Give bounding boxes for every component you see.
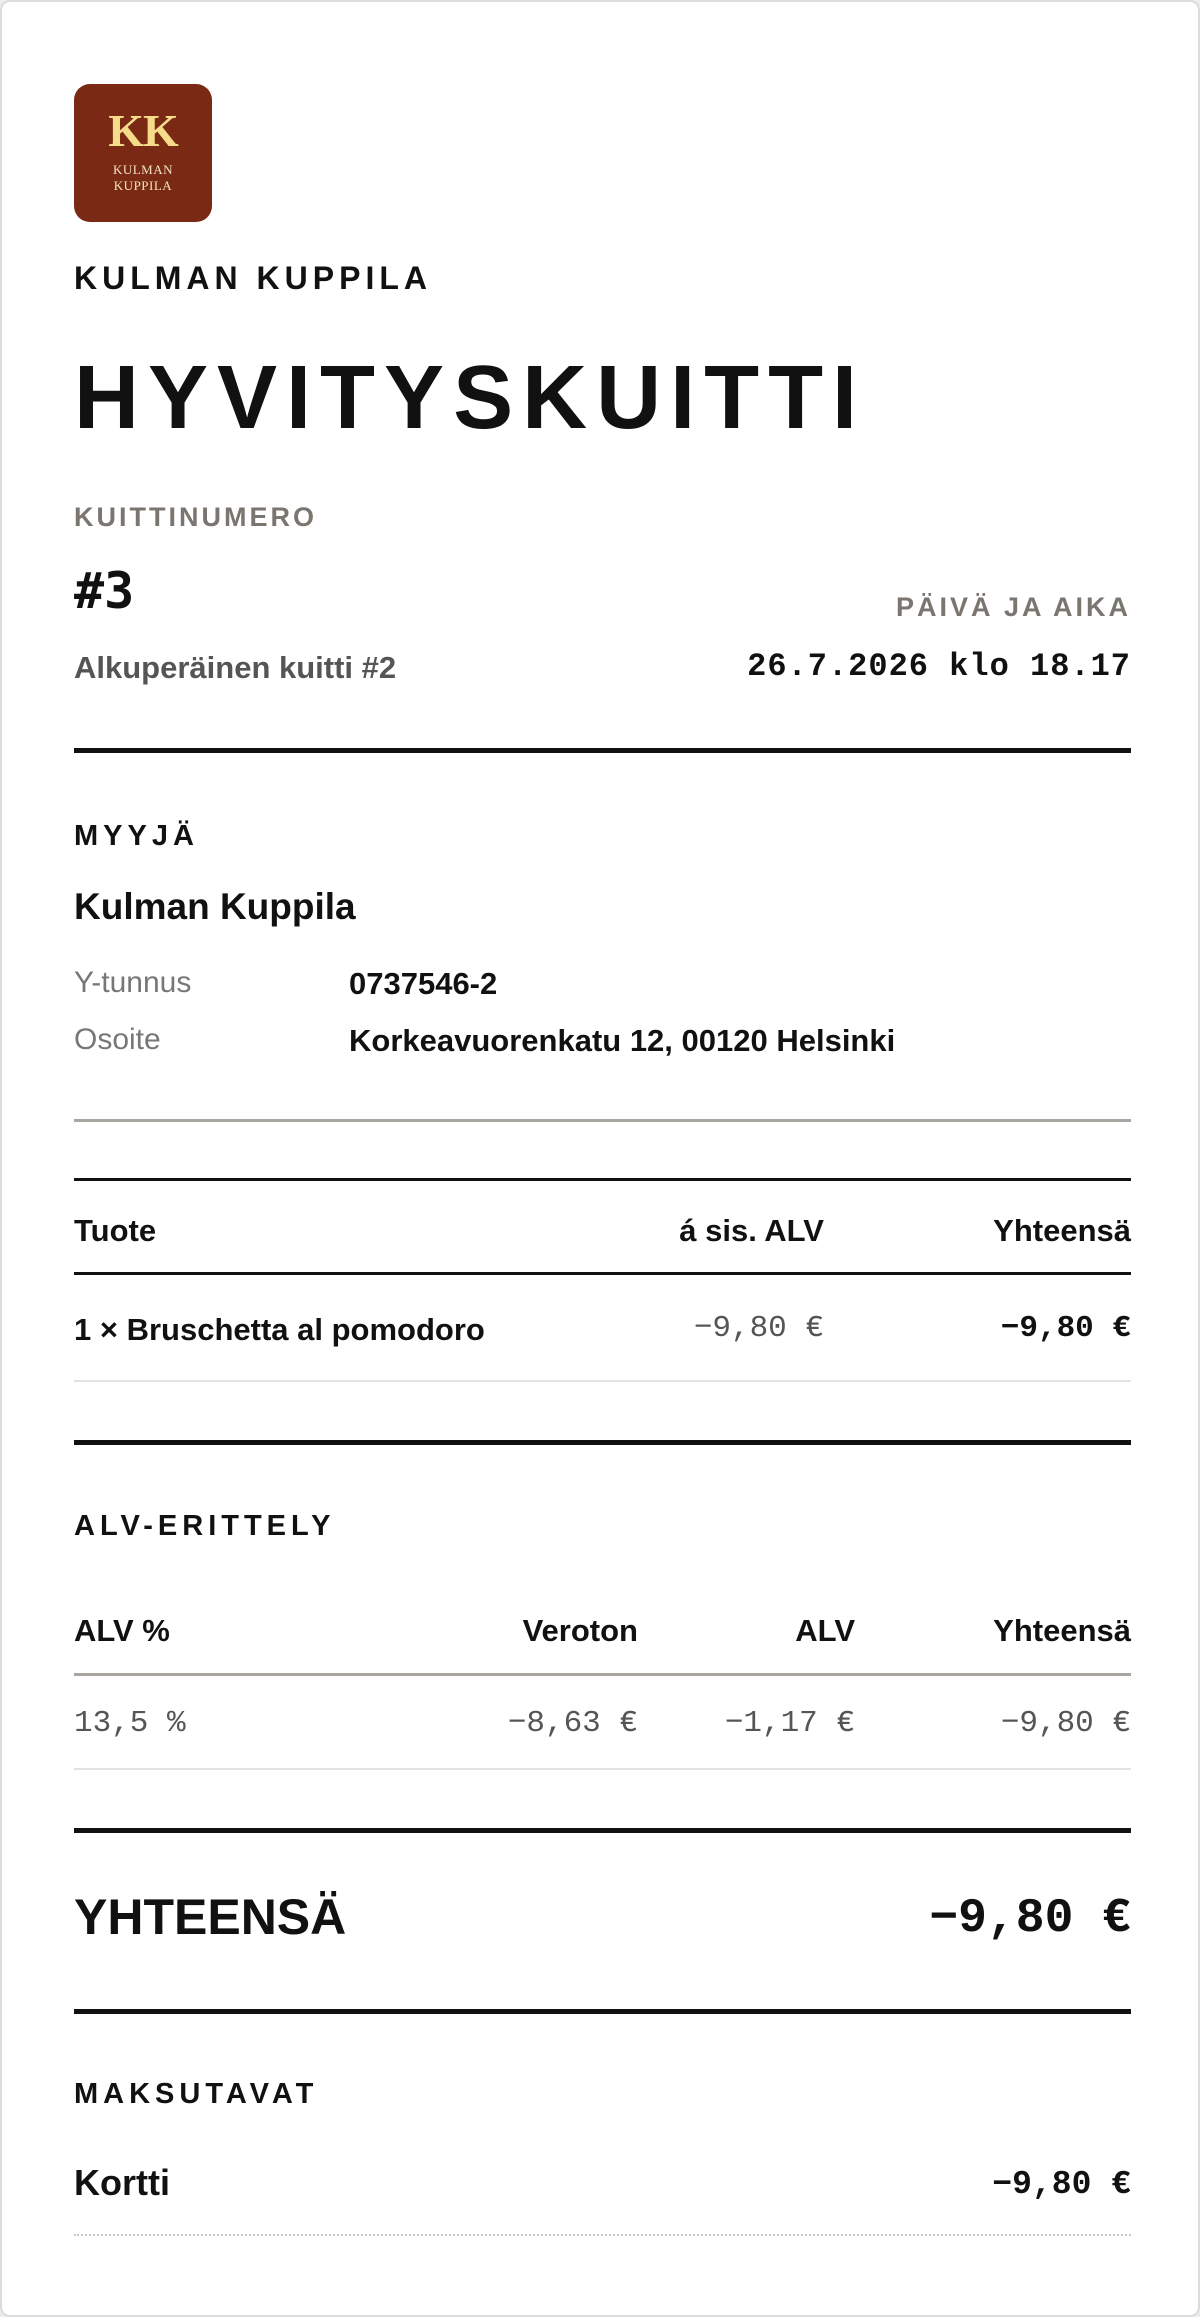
vat-header-total: Yhteensä <box>993 1613 1131 1648</box>
divider <box>74 1380 1131 1382</box>
address: Korkeavuorenkatu 12, 00120 Helsinki <box>349 1023 896 1058</box>
divider <box>74 1272 1131 1275</box>
item-unit-price: −9,80 € <box>693 1311 824 1346</box>
vat-header-net: Veroton <box>522 1613 638 1648</box>
logo-line-2: KUPPILA <box>113 178 173 193</box>
original-receipt-ref: Alkuperäinen kuitti #2 <box>74 650 397 685</box>
business-id-label: Y-tunnus <box>74 966 192 999</box>
brand-logo <box>74 84 212 222</box>
vat-total: −9,80 € <box>1000 1706 1131 1741</box>
divider <box>74 2234 1131 2236</box>
logo-monogram: KK <box>108 105 178 156</box>
items-header-total: Yhteensä <box>993 1213 1131 1248</box>
items-header-unit: á sis. ALV <box>679 1213 824 1248</box>
divider <box>74 1828 1131 1833</box>
item-total: −9,80 € <box>1000 1311 1131 1346</box>
logo-name <box>74 162 212 194</box>
address-label: Osoite <box>74 1023 161 1056</box>
divider <box>74 1119 1131 1122</box>
seller-name: Kulman Kuppila <box>74 886 356 927</box>
business-id: 0737546-2 <box>349 966 498 1001</box>
divider <box>74 748 1131 753</box>
vat-header-vat: ALV <box>795 1613 855 1648</box>
receipt-title: HYVITYSKUITTI <box>74 348 867 448</box>
item-product: 1 × Bruschetta al pomodoro <box>74 1312 485 1347</box>
divider <box>74 1768 1131 1770</box>
payment-amount: −9,80 € <box>992 2166 1131 2203</box>
receipt-number-label: KUITTINUMERO <box>74 502 317 532</box>
vat-amount: −1,17 € <box>724 1706 855 1741</box>
receipt-number: #3 <box>74 562 135 620</box>
vat-section-title: ALV-ERITTELY <box>74 1510 336 1542</box>
items-header-product: Tuote <box>74 1213 157 1248</box>
payments-section-title: MAKSUTAVAT <box>74 2078 319 2110</box>
seller-section-title: MYYJÄ <box>74 820 199 852</box>
date-label: PÄIVÄ JA AIKA <box>895 592 1131 622</box>
grand-total-label: YHTEENSÄ <box>74 1889 347 1945</box>
divider <box>74 1440 1131 1445</box>
divider <box>74 1673 1131 1676</box>
logo-line-1: KULMAN <box>112 162 174 177</box>
vat-header-rate: ALV % <box>74 1613 170 1648</box>
grand-total-value: −9,80 € <box>929 1892 1131 1946</box>
divider <box>74 1178 1131 1181</box>
vat-rate: 13,5 % <box>74 1706 186 1741</box>
divider <box>74 2009 1131 2014</box>
brand-name: KULMAN KUPPILA <box>74 260 432 296</box>
vat-net: −8,63 € <box>507 1706 638 1741</box>
payment-method: Kortti <box>74 2162 170 2203</box>
receipt-date: 26.7.2026 klo 18.17 <box>747 648 1131 685</box>
